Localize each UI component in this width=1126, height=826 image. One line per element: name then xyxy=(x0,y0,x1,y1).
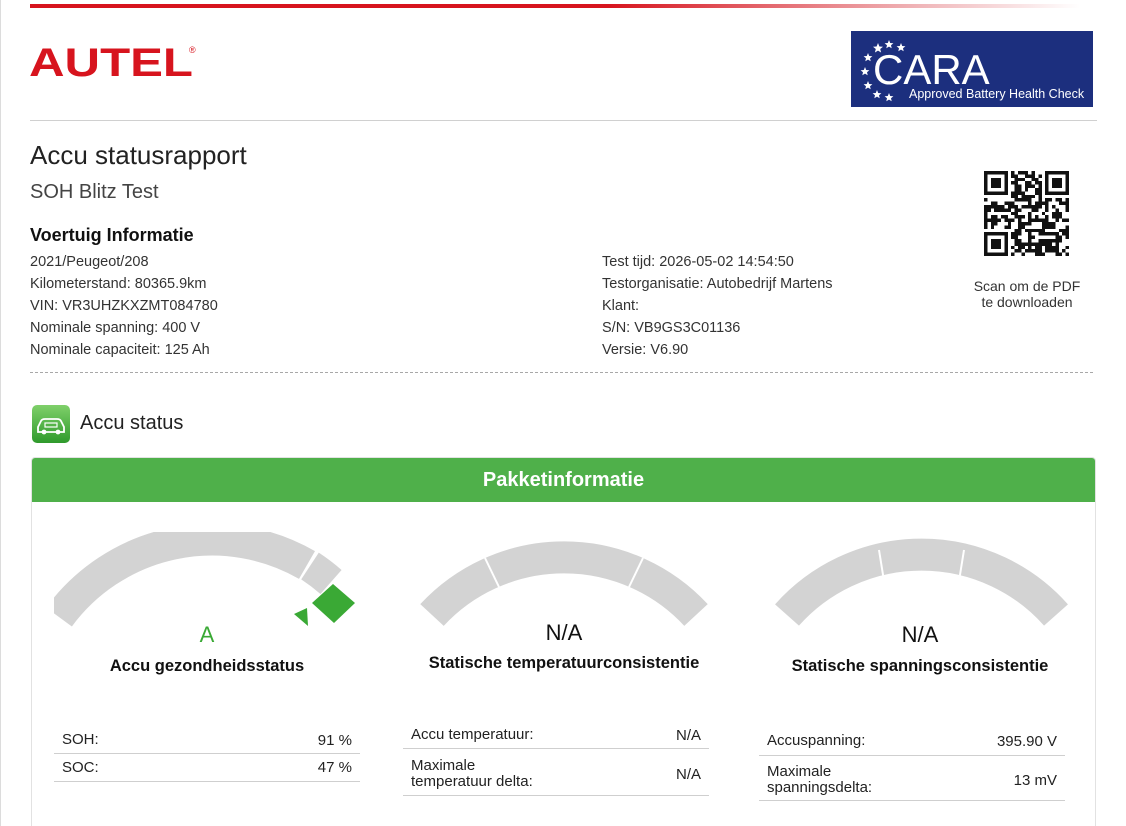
serial-number: S/N: VB9GS3C01136 xyxy=(602,320,741,336)
accu-voltage-label: Accuspanning: xyxy=(767,732,866,749)
qr-caption-line-2: te downloaden xyxy=(981,294,1073,310)
vehicle-nominal-voltage: Nominale spanning: 400 V xyxy=(30,320,201,336)
car-battery-icon xyxy=(32,405,70,443)
cara-title: CARA xyxy=(873,46,990,93)
accu-temperature-value: N/A xyxy=(675,726,701,744)
vehicle-model: 2021/Peugeot/208 xyxy=(30,254,149,270)
voltage-table xyxy=(759,727,1065,801)
cara-subtitle: Approved Battery Health Check xyxy=(909,87,1085,101)
vehicle-section-title: Voertuig Informatie xyxy=(30,225,194,245)
soh-value: 91 % xyxy=(317,731,352,749)
vehicle-mileage: Kilometerstand: 80365.9km xyxy=(30,276,207,292)
table-row xyxy=(403,722,709,749)
autel-logo-text: AUTEL xyxy=(29,41,193,80)
temperature-gauge-value: N/A xyxy=(545,620,583,645)
accu-status-title: Accu status xyxy=(80,412,184,434)
vehicle-info-left xyxy=(30,251,218,361)
health-gauge-value: A xyxy=(199,622,215,647)
brand-stripe xyxy=(30,4,1080,8)
temperature-gauge xyxy=(414,532,714,632)
package-info-panel xyxy=(31,457,1096,826)
health-gauge-label: Accu gezondheidsstatus xyxy=(109,657,305,675)
soc-value: 47 % xyxy=(317,759,352,776)
temperature-table xyxy=(403,722,709,796)
table-row xyxy=(759,756,1065,801)
qr-caption xyxy=(960,278,1094,310)
table-row xyxy=(403,749,709,796)
report-subtitle: SOH Blitz Test xyxy=(30,181,159,203)
page-edge xyxy=(0,0,1,826)
health-table xyxy=(54,727,360,782)
max-voltage-delta-label: Maximale spanningsdelta: xyxy=(767,763,873,796)
table-row xyxy=(759,727,1065,756)
report-title: Accu statusrapport xyxy=(30,140,247,170)
accu-voltage-value: 395.90 V xyxy=(996,732,1057,750)
autel-logo xyxy=(29,40,199,85)
panel-title: Pakketinformatie xyxy=(32,458,1095,502)
max-voltage-delta-value: 13 mV xyxy=(1013,771,1057,789)
soc-label: SOC: xyxy=(62,758,99,776)
header-divider xyxy=(30,120,1097,121)
table-row xyxy=(54,727,360,754)
test-time: Test tijd: 2026-05-02 14:54:50 xyxy=(602,254,794,270)
max-temperature-delta-value: N/A xyxy=(675,765,701,783)
section-divider xyxy=(30,372,1093,373)
version: Versie: V6.90 xyxy=(602,342,689,358)
qr-code-icon[interactable] xyxy=(984,171,1069,256)
cara-badge xyxy=(851,31,1093,107)
max-temperature-delta-label: Maximale temperatuur delta: xyxy=(411,757,533,790)
customer: Klant: xyxy=(602,298,640,314)
vehicle-info-right xyxy=(602,251,833,361)
voltage-gauge xyxy=(769,532,1074,632)
health-gauge xyxy=(54,532,364,632)
temperature-gauge-label: Statische temperatuurconsistentie xyxy=(428,654,700,672)
vehicle-nominal-capacity: Nominale capaciteit: 125 Ah xyxy=(30,342,210,358)
voltage-gauge-label: Statische spanningsconsistentie xyxy=(791,657,1049,675)
test-organisation: Testorganisatie: Autobedrijf Martens xyxy=(602,276,833,292)
soh-label: SOH: xyxy=(62,731,99,748)
registered-mark: ® xyxy=(189,45,196,55)
accu-temperature-label: Accu temperatuur: xyxy=(411,726,534,743)
voltage-gauge-value: N/A xyxy=(901,622,939,647)
table-row xyxy=(54,754,360,782)
qr-caption-line-1: Scan om de PDF xyxy=(973,278,1081,294)
vehicle-vin: VIN: VR3UHZKXZMT084780 xyxy=(30,298,218,314)
